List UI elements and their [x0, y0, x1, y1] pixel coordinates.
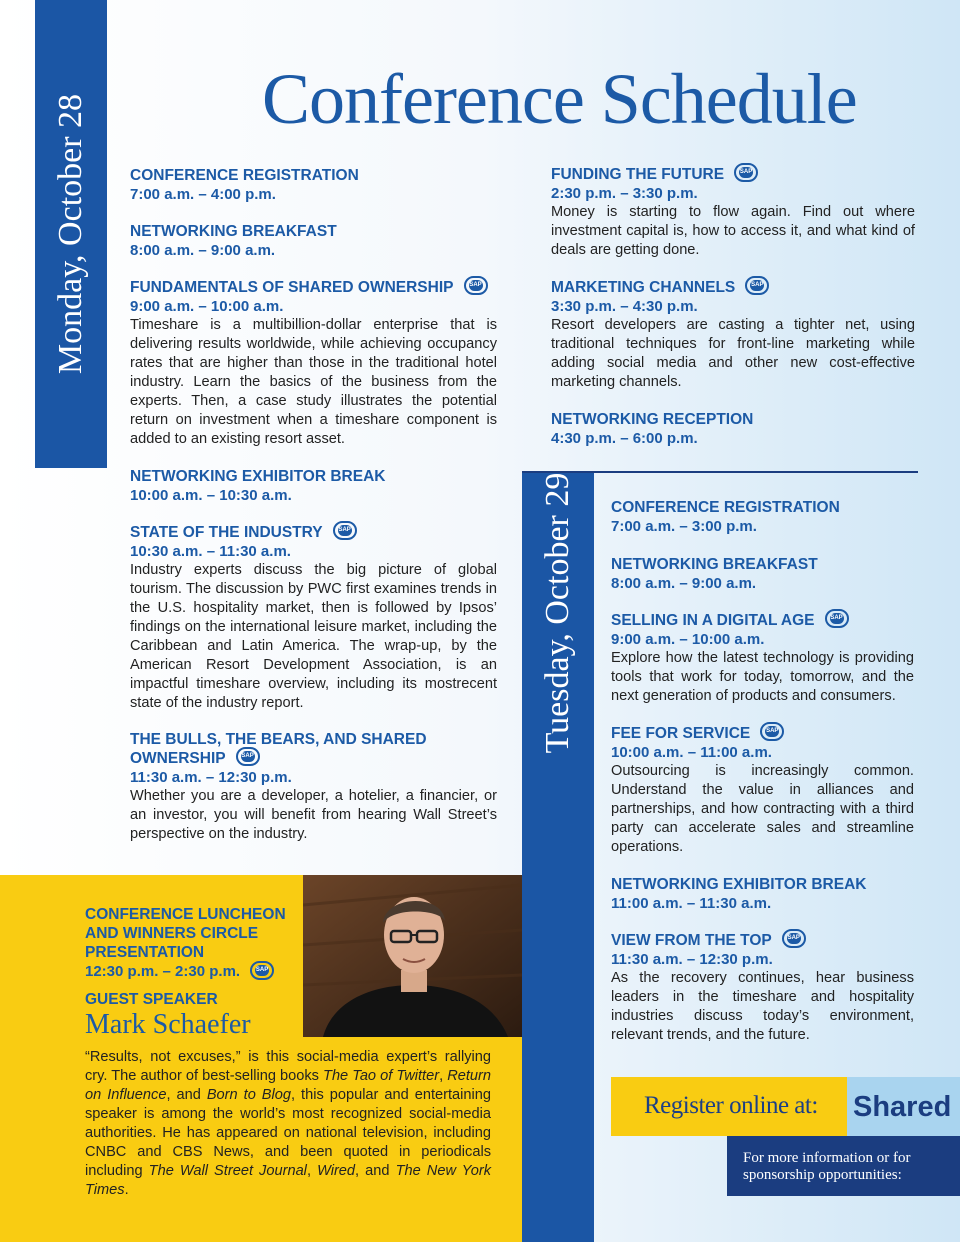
session-luncheon: [85, 905, 305, 982]
session-marketing-channels: [551, 278, 915, 392]
session-time: 11:00 a.m. – 11:30 a.m.: [611, 895, 772, 912]
speaker-name: Mark Schaefer: [85, 1009, 251, 1040]
brand-name: Shared: [853, 1091, 952, 1123]
session-title: THE BULLS, THE BEARS, AND SHARED OWNERSHIP: [130, 731, 427, 767]
session-time: 10:00 a.m. – 10:30 a.m.: [130, 487, 292, 504]
session-description: Outsourcing is increasingly common. Understand the value in alliances and partnerships, and how contracting with a third party can accelerate sales and streamline operations.: [611, 763, 914, 856]
session-bulls-bears: [130, 730, 497, 844]
session-registration-mon: [130, 166, 497, 204]
speaker-portrait-icon: [303, 875, 522, 1037]
headphones-icon: SAP: [333, 521, 357, 540]
publication-title: Wired: [317, 1163, 356, 1179]
session-digital-age: [611, 611, 914, 706]
monday-band: [35, 0, 107, 468]
guest-speaker-block: [85, 991, 251, 1041]
session-time: 11:30 a.m. – 12:30 p.m.: [130, 769, 292, 787]
session-title: NETWORKING EXHIBITOR BREAK: [130, 468, 386, 485]
headphones-icon: SAP: [464, 276, 488, 295]
session-time: 4:30 p.m. – 6:00 p.m.: [551, 430, 698, 447]
session-exhibitor-break-tue: [611, 875, 914, 913]
luncheon-title-line1: CONFERENCE LUNCHEON: [85, 906, 286, 923]
page-title: Conference Schedule: [262, 59, 857, 139]
monday-label: Monday, October 28: [52, 93, 89, 375]
more-info-text: For more information or for sponsorship opportunities:: [743, 1150, 911, 1183]
headphones-icon: SAP: [745, 276, 769, 295]
session-time: 9:00 a.m. – 10:00 a.m.: [611, 631, 765, 649]
luncheon-title-line2: AND WINNERS CIRCLE: [85, 925, 259, 942]
session-time: 7:00 a.m. – 3:00 p.m.: [611, 518, 757, 535]
session-title: SELLING IN A DIGITAL AGE: [611, 612, 815, 629]
publication-title: The New York Times: [85, 1163, 492, 1198]
headphones-icon: SAP: [734, 163, 758, 182]
session-title: VIEW FROM THE TOP: [611, 932, 772, 949]
session-title: NETWORKING BREAKFAST: [611, 556, 818, 573]
session-breakfast-mon: [130, 222, 497, 260]
session-description: Money is starting to flow again. Find out where investment capital is, how to access it, and what kind of deals are getting done.: [551, 204, 915, 259]
session-title: NETWORKING BREAKFAST: [130, 223, 337, 240]
luncheon-title-line3: PRESENTATION: [85, 944, 205, 961]
headphones-icon: SAP: [250, 961, 274, 980]
session-time: 8:00 a.m. – 9:00 a.m.: [130, 242, 276, 259]
speaker-bio: “Results, not excuses,” is this social-media expert’s rallying cry. The author of best-selling books The Tao of Twitter, Return on Influence, and Born to Blog, this popular and entertaining speaker is among the world’s most recognized social-media authorities. He has appeared on national television, including CNBC and CBS News, and been quoted in periodicals including The Wall Street Journal, Wired, and The New York Times.: [85, 1049, 492, 1198]
register-link[interactable]: [847, 1077, 960, 1136]
session-view-from-top: [611, 931, 914, 1045]
session-state-industry: [130, 523, 497, 713]
session-breakfast-tue: [611, 555, 914, 593]
session-title: FUNDING THE FUTURE: [551, 166, 725, 183]
session-time: 8:00 a.m. – 9:00 a.m.: [611, 575, 757, 592]
session-time: 11:30 a.m. – 12:30 p.m.: [611, 951, 773, 969]
session-description: Whether you are a developer, a hotelier, a financier, or an investor, you will benefit from hearing Wall Street’s perspective on the industry.: [130, 788, 497, 843]
session-time: 3:30 p.m. – 4:30 p.m.: [551, 298, 698, 316]
session-time: 10:30 a.m. – 11:30 a.m.: [130, 543, 291, 561]
session-exhibitor-break-mon: [130, 467, 497, 505]
book-title: Return on Influence: [85, 1068, 491, 1103]
session-funding-future: [551, 165, 915, 260]
headphones-icon: SAP: [236, 747, 260, 766]
session-description: Industry experts discuss the big picture of global tourism. The discussion by PWC first examines trends in the U.S. hospitality market, then is followed by Ipsos’ findings on the international leisure market, including the Caribbean and Latin America. The wrap-up, by the American Resort Development Association, is an impactful timeshare overview, including its mostrecent state of the industry report.: [130, 562, 497, 712]
session-time: 7:00 a.m. – 4:00 p.m.: [130, 186, 276, 203]
session-title: STATE OF THE INDUSTRY: [130, 524, 323, 541]
session-title: FUNDAMENTALS OF SHARED OWNERSHIP: [130, 279, 454, 296]
session-title: CONFERENCE REGISTRATION: [130, 167, 359, 184]
tuesday-label: Tuesday, October 29: [539, 472, 576, 754]
session-title: MARKETING CHANNELS: [551, 279, 736, 296]
register-label: Register online at:: [644, 1092, 818, 1119]
headphones-icon: SAP: [825, 609, 849, 628]
session-time: 9:00 a.m. – 10:00 a.m.: [130, 298, 284, 316]
session-time: 10:00 a.m. – 11:00 a.m.: [611, 744, 772, 762]
session-title: CONFERENCE REGISTRATION: [611, 499, 840, 516]
session-time: 2:30 p.m. – 3:30 p.m.: [551, 185, 698, 203]
session-description: Timeshare is a multibillion-dollar enterprise that is delivering results worldwide, while achieving occupancy rates that are higher than those in the traditional hotel industry. Learn the basics of the business from the experts. Then, a case study illustrates the potential return on investment when a timeshare component is added to an existing resort asset.: [130, 317, 497, 448]
session-networking-reception: [551, 410, 915, 448]
speaker-photo: [303, 875, 522, 1037]
session-description: Explore how the latest technology is providing tools that work for today, tomorrow, and the next generation of products and consumers.: [611, 650, 914, 705]
tuesday-band: [522, 473, 594, 1242]
session-fundamentals: [130, 278, 497, 449]
more-info-box: [727, 1136, 960, 1196]
session-title: FEE FOR SERVICE: [611, 725, 751, 742]
session-title: NETWORKING EXHIBITOR BREAK: [611, 876, 867, 893]
publication-title: The Wall Street Journal: [148, 1163, 307, 1179]
headphones-icon: SAP: [782, 929, 806, 948]
session-description: As the recovery continues, hear business leaders in the timeshare and hospitality industries discuss today’s environment, relevant trends, and the future.: [611, 970, 914, 1044]
session-time: 12:30 p.m. – 2:30 p.m.: [85, 963, 241, 980]
session-description: Resort developers are casting a tighter net, using traditional techniques for front-line marketing while adding social media and other new cost-effective marketing channels.: [551, 317, 915, 391]
book-title: The Tao of Twitter: [323, 1068, 440, 1084]
session-title: NETWORKING RECEPTION: [551, 411, 754, 428]
session-fee-for-service: [611, 724, 914, 857]
session-registration-tue: [611, 498, 914, 536]
headphones-icon: SAP: [760, 722, 784, 741]
book-title: Born to Blog: [206, 1087, 291, 1103]
guest-speaker-label: GUEST SPEAKER: [85, 991, 218, 1008]
